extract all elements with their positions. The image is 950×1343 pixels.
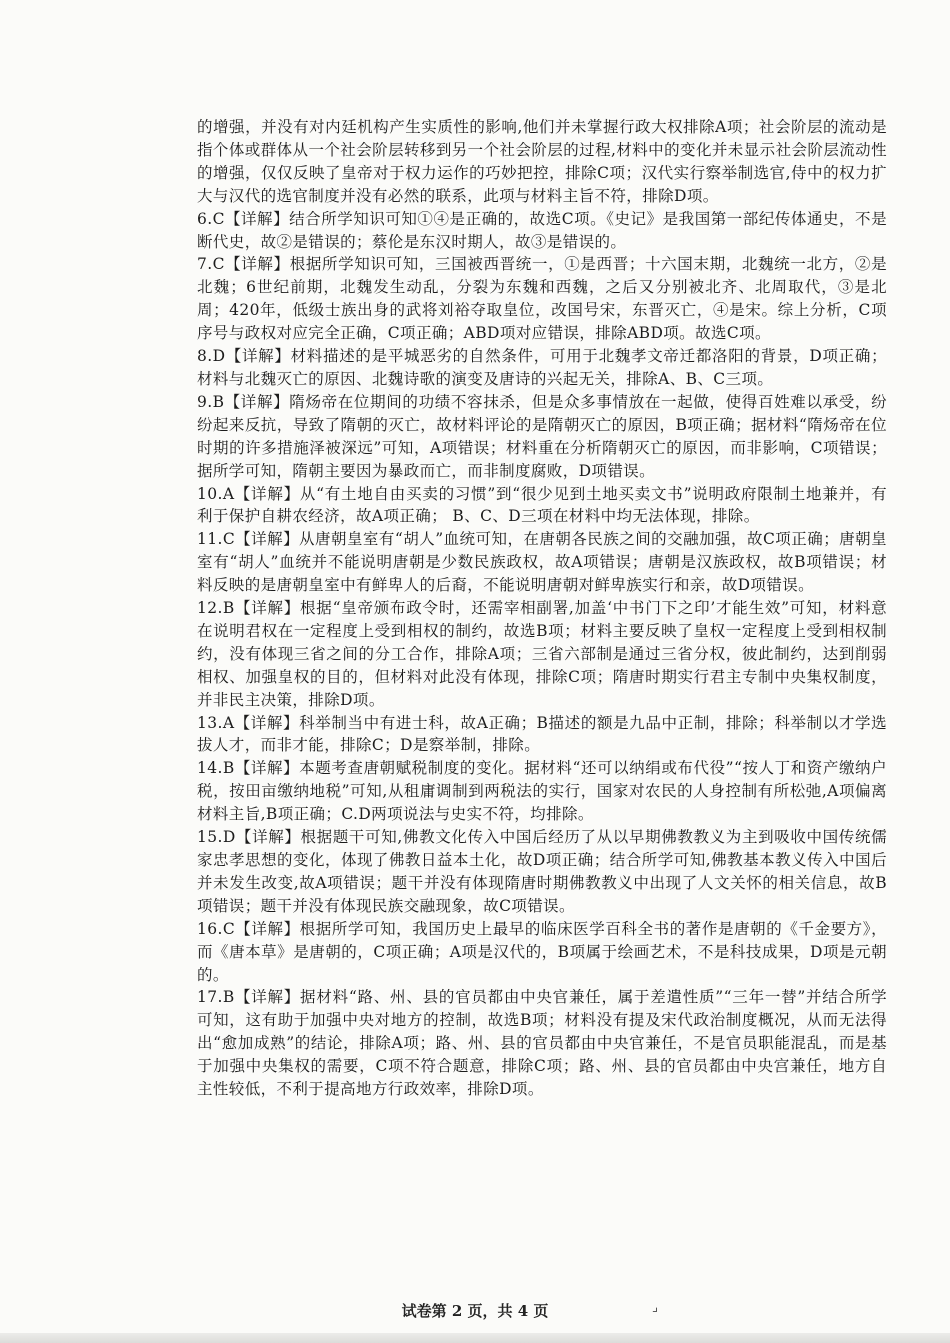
page-number-footer: 试卷第 2 页，共 4 页: [401, 1302, 549, 1320]
answer-item-7: 7.C【详解】根据所学知识可知，三国被西晋统一，①是西晋；十六国末期，北魏统一北方，②是北魏；6世纪前期，北魏发生动乱，分裂为东魏和西魏，之后又分别被北齐、北周取代，③是北周；420年，低级士族出身的武将刘裕夺取皇位，改国号宋，东晋灭亡，④是宋。综上分析，C项序号与政权对应完全正确，C项正确；ABD项对应错误，排除ABD项。故选C项。: [197, 255, 887, 343]
corner-mark: ⌟: [652, 1300, 659, 1315]
paragraph-continuation: 的增强，并没有对内廷机构产生实质性的影响,他们并未掌握行政大权排除A项；社会阶层的流动是指个体或群体从一个社会阶层转移到另一个社会阶层的过程,材料中的变化并未显示社会阶层流动性的增强，仅仅反映了皇帝对于权力运作的巧妙把控，排除C项；汉代实行察举制选官,侍中的权力扩大与汉代的选官制度并没有必然的联系，此项与材料主旨不符，排除D项。: [197, 118, 887, 205]
answer-item-11: 11.C【详解】从唐朝皇室有“胡人”血统可知，在唐朝各民族之间的交融加强，故C项正确；唐朝皇室有“胡人”血统并不能说明唐朝是少数民族政权，故A项错误；唐朝是汉族政权，故B项错误；材料反映的是唐朝皇室中有鲜卑人的后裔，不能说明唐朝对鲜卑族实行和亲，故D项错误。: [197, 530, 887, 595]
answer-item-14: 14.B【详解】本题考查唐朝赋税制度的变化。据材料“还可以纳绢或布代役”“按人丁和资产缴纳户税，按田亩缴纳地税”可知,从租庸调制到两税法的实行，国家对农民的人身控制有所松弛,A项偏离材料主旨,B项正确；C.D两项说法与史实不符，均排除。: [197, 759, 887, 824]
answer-item-12: 12.B【详解】根据“皇帝颁布政令时，还需宰相副署,加盖‘中书门下之印’才能生效”可知，材料意在说明君权在一定程度上受到相权的制约，故选B项；材料主要反映了皇权一定程度上受到相权制约，没有体现三省之间的分工合作，排除A项；三省六部制是通过三省分权，彼此制约，达到削弱相权、加强皇权的目的，但材料对此没有体现，排除C项；隋唐时期实行君主专制中央集权制度，并非民主决策，排除D项。: [197, 599, 888, 709]
answer-item-8: 8.D【详解】材料描述的是平城恶劣的自然条件，可用于北魏孝文帝迁都洛阳的背景，D项正确；材料与北魏灭亡的原因、北魏诗歌的演变及唐诗的兴起无关，排除A、B、C三项。: [197, 347, 887, 388]
answer-item-16: 16.C【详解】根据所学可知，我国历史上最早的临床医学百科全书的著作是唐朝的《千金要方》，而《唐本草》是唐朝的，C项正确；A项是汉代的，B项属于绘画艺术，不是科技成果，D项是元朝的。: [197, 919, 887, 984]
scan-bottom-edge: [0, 1333, 950, 1343]
answer-item-10: 10.A【详解】从“有土地自由买卖的习惯”到“很少见到土地买卖文书”说明政府限制土地兼并，有利于保护自耕农经济，故A项正确； B、C、D三项在材料中均无法体现，排除。: [197, 484, 887, 526]
answer-item-6: 6.C【详解】结合所学知识可知①④是正确的，故选C项。《史记》是我国第一部纪传体通史，不是断代史，故②是错误的；蔡伦是东汉时期人，故③是错误的。: [197, 209, 887, 251]
answer-explanations: [197, 116, 887, 1101]
answer-item-9: 9.B【详解】隋炀帝在位期间的功绩不容抹杀，但是众多事情放在一起做，使得百姓难以承受，纷纷起来反抗，导致了隋朝的灭亡，故材料评论的是隋朝灭亡的原因，B项正确；据材料“隋炀帝在位时期的许多措施泽被深远”可知，A项错误；材料重在分析隋朝灭亡的原因，而非影响，C项错误；据所学可知，隋朝主要因为暴政而亡，而非制度腐败，D项错误。: [197, 392, 887, 480]
answer-item-15: 15.D【详解】根据题干可知,佛教文化传入中国后经历了从以早期佛教教义为主到吸收中国传统儒家忠孝思想的变化，体现了佛教日益本土化，故D项正确；结合所学可知,佛教基本教义传入中国后并未发生改变,故A项错误；题干并没有体现隋唐时期佛教教义中出现了人文关怀的相关信息，故B项错误；题干并没有体现民族交融现象，故C项错误。: [197, 828, 887, 915]
answer-item-17: 17.B【详解】据材料“路、州、县的官员都由中央官兼任，属于差遣性质”“三年一替”并结合所学可知，这有助于加强中央对地方的控制，故选B项；材料没有提及宋代政治制度概况，从而无法得出“愈加成熟”的结论，排除A项；路、州、县的官员都由中央官兼任，不是官员职能混乱，而是基于加强中央集权的需要，C项不符合题意，排除C项；路、州、县的官员都由中央宫兼任，地方自主性较低，不利于提高地方行政效率，排除D项。: [197, 988, 887, 1099]
answer-item-13: 13.A【详解】科举制当中有进士科，故A正确；B描述的额是九品中正制，排除；科举制以才学选拔人才，而非才能，排除C；D是察举制，排除。: [197, 713, 887, 755]
